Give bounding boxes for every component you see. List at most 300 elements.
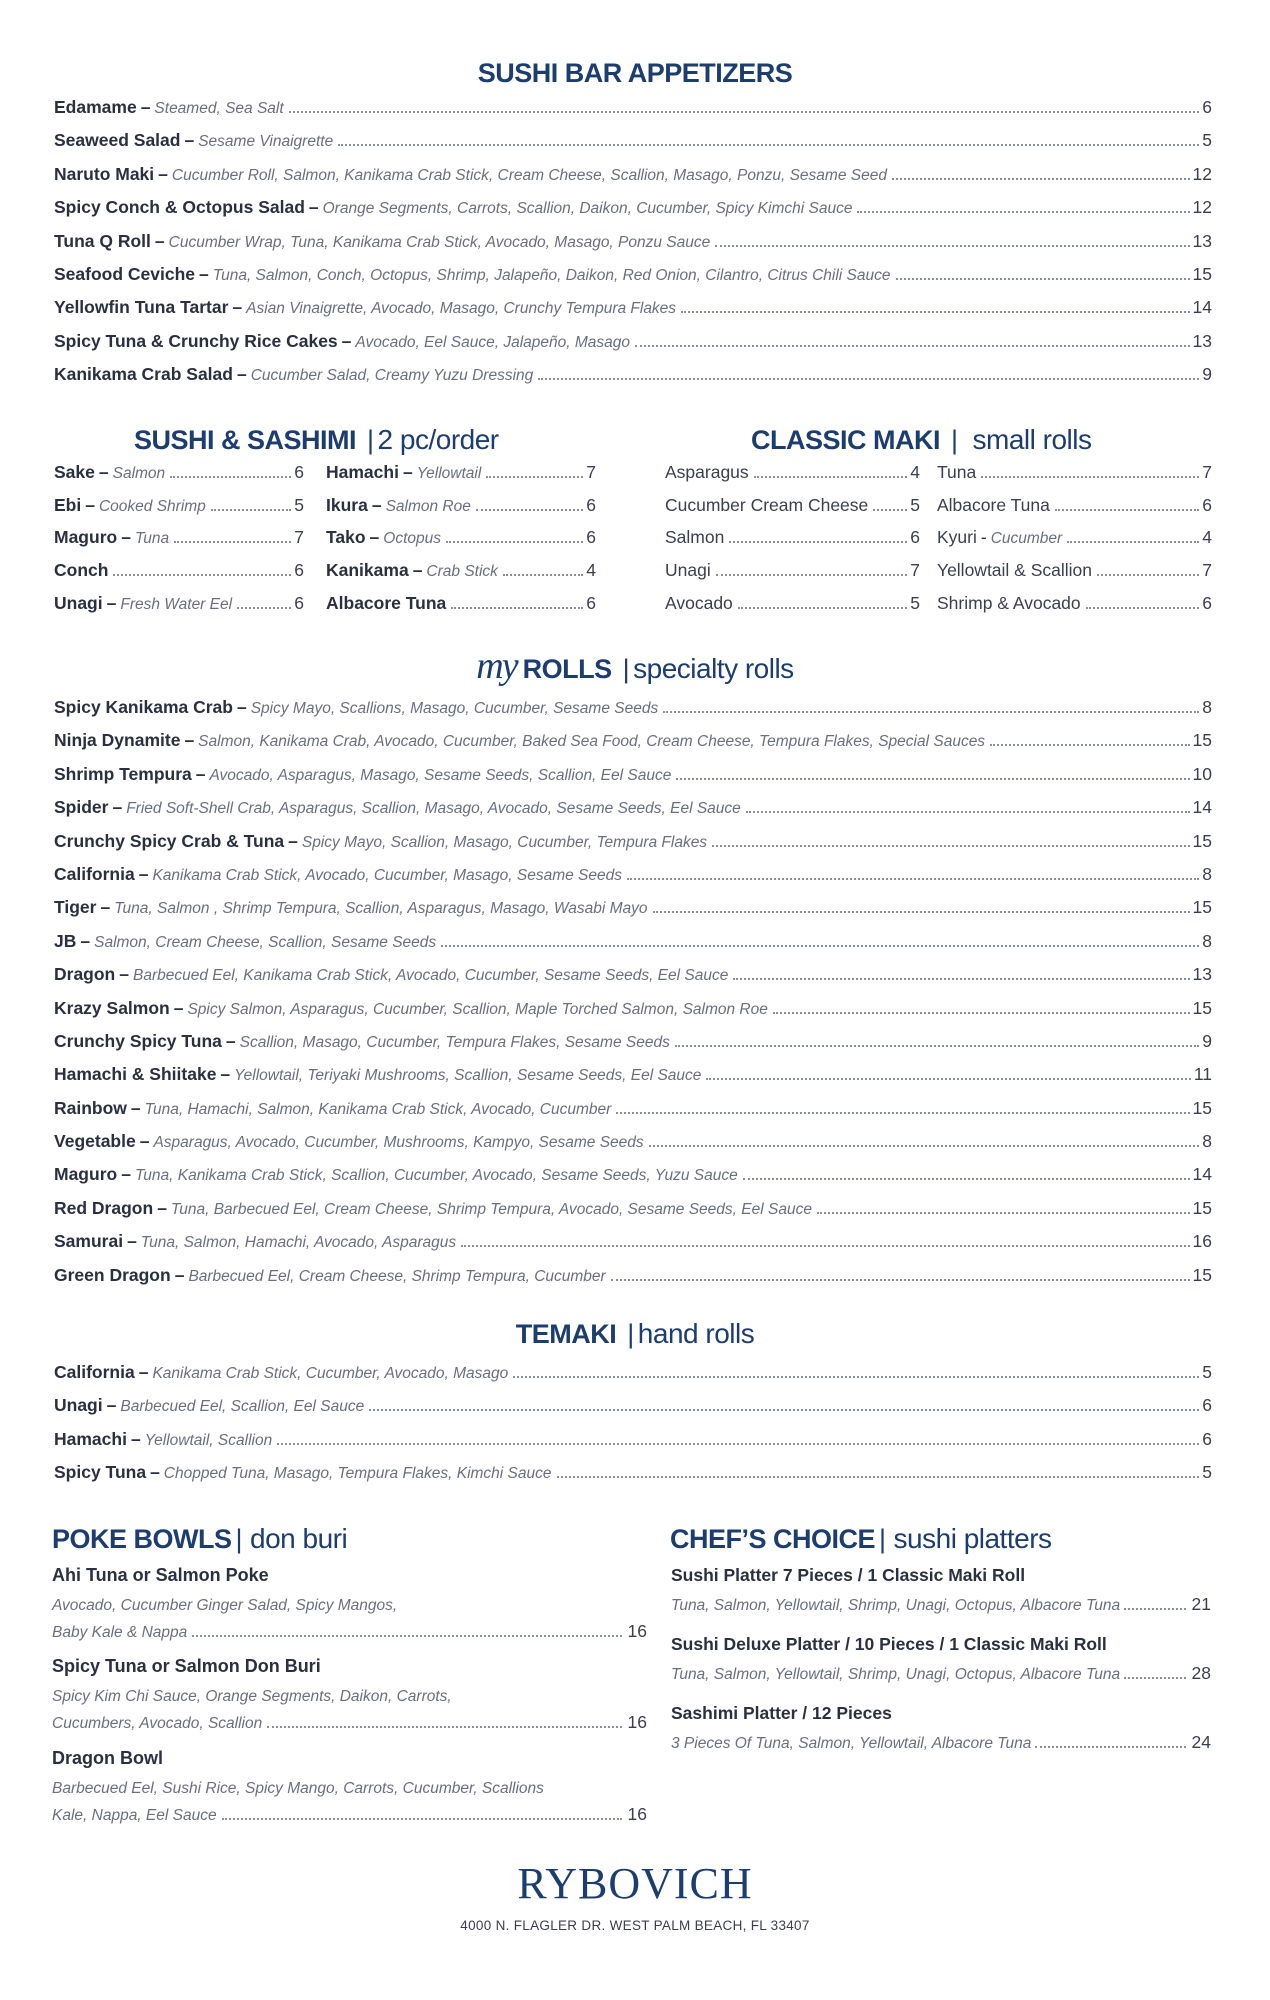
rolls-item <box>54 1198 1212 1231</box>
item-description: Cucumber <box>990 530 1063 548</box>
item-dash: – <box>121 527 131 548</box>
item-price: 11 <box>1193 1064 1212 1085</box>
item-dash: – <box>100 897 111 918</box>
item-dash: – <box>150 1462 160 1483</box>
item-description: Yellowtail, Teriyaki Mushrooms, Scallion, Sesame Seeds, Eel Sauce <box>234 1067 702 1085</box>
temaki-item <box>54 1362 1212 1395</box>
item-price: 6 <box>294 560 304 581</box>
temaki-list <box>54 1362 1212 1496</box>
item-dash: – <box>138 863 149 884</box>
dot-leader <box>338 144 1199 146</box>
sushi-left-column <box>54 462 304 625</box>
item-description: Spicy Mayo, Scallion, Masago, Cucumber, Tempura Flakes <box>301 833 708 851</box>
item-dash: – <box>184 130 195 151</box>
item-name: Hamachi <box>54 1428 127 1449</box>
item-description: Barbecued Eel, Kanikama Crab Stick, Avocado, Cucumber, Sesame Seeds, Eel Sauce <box>132 967 729 985</box>
item-name: Maguro <box>54 527 118 548</box>
dot-leader <box>441 945 1199 947</box>
maki-heading: CLASSIC MAKI | small rolls <box>751 424 1092 455</box>
sushi-item <box>54 560 304 593</box>
item-name: Spider <box>54 797 109 818</box>
item-price: 6 <box>294 592 304 613</box>
dot-leader <box>1067 541 1199 543</box>
appetizers-item <box>54 130 1212 163</box>
dot-leader <box>773 1012 1190 1014</box>
item-price: 13 <box>1192 330 1212 351</box>
item-price: 7 <box>1202 560 1212 581</box>
item-price: 8 <box>1202 697 1212 717</box>
item-description: Asian Vinaigrette, Avocado, Masago, Crunchy Tempura Flakes <box>246 300 677 318</box>
dot-leader <box>369 1409 1199 1411</box>
item-dash: – <box>225 1030 236 1051</box>
maki-subtitle: small rolls <box>972 424 1092 455</box>
item-description: Avocado, Eel Sauce, Jalapeño, Masago <box>355 333 631 351</box>
item-name: Unagi <box>54 592 103 613</box>
item-name: Unagi <box>665 560 711 581</box>
item-description: Salmon, Cream Cheese, Scallion, Sesame Seeds <box>94 933 437 951</box>
appetizers-item <box>54 297 1212 330</box>
dot-leader <box>681 311 1189 313</box>
rolls-item <box>54 964 1212 997</box>
appetizers-title: SUSHI BAR APPETIZERS <box>477 58 793 88</box>
dot-leader <box>675 1045 1199 1047</box>
item-description: Spicy Mayo, Scallions, Masago, Cucumber, Sesame Seeds <box>250 700 659 717</box>
item-name: Conch <box>54 560 109 581</box>
item-name: Albacore Tuna <box>326 592 447 613</box>
item-dash: – <box>119 964 129 985</box>
item-price: 16 <box>1192 1231 1212 1252</box>
item-name: Sake <box>54 462 95 482</box>
item-dash: – <box>98 462 109 482</box>
item-name: Spicy Tuna <box>54 1462 147 1483</box>
dot-leader <box>733 978 1189 980</box>
rolls-item <box>54 764 1212 797</box>
item-name: Ikura <box>326 494 368 515</box>
dot-leader <box>267 1726 621 1728</box>
item-dash: – <box>157 1197 167 1218</box>
item-name: Krazy Salmon <box>54 997 170 1018</box>
maki-left-column <box>665 462 920 625</box>
item-price: 7 <box>586 462 596 482</box>
dot-leader <box>1124 1677 1185 1679</box>
item-description: Octopus <box>383 530 442 548</box>
maki-item <box>665 462 920 495</box>
item-description: Orange Segments, Carrots, Scallion, Daikon, Cucumber, Spicy Kimchi Sauce <box>322 200 853 218</box>
item-name: Unagi <box>54 1395 103 1416</box>
rolls-item <box>54 797 1212 830</box>
item-dash: – <box>85 494 95 515</box>
temaki-item <box>54 1462 1212 1495</box>
poke-subtitle: don buri <box>250 1523 348 1554</box>
dot-leader <box>503 574 583 576</box>
item-description: Cucumber Wrap, Tuna, Kanikama Crab Stick, Avocado, Masago, Ponzu Sauce <box>168 233 711 251</box>
dot-leader <box>211 509 291 511</box>
item-description: Yellowtail <box>416 465 482 482</box>
item-price: 4 <box>910 462 920 482</box>
sushi-item <box>54 462 304 495</box>
item-name: Spicy Kanikama Crab <box>54 697 233 717</box>
item-price: 12 <box>1192 163 1212 184</box>
item-dash: – <box>308 197 319 218</box>
item-dash: – <box>140 97 151 117</box>
temaki-item <box>54 1429 1212 1462</box>
item-price: 7 <box>1202 462 1212 482</box>
item-name: JB <box>54 930 77 951</box>
dot-leader <box>222 1818 622 1820</box>
rolls-item <box>54 897 1212 930</box>
item-price: 9 <box>1202 364 1212 385</box>
item-dash: – <box>288 830 298 851</box>
item-price: 15 <box>1192 830 1212 851</box>
dot-leader <box>857 211 1189 213</box>
appetizers-item <box>54 264 1212 297</box>
appetizers-item <box>54 164 1212 197</box>
item-description: Chopped Tuna, Masago, Tempura Flakes, Kimchi Sauce <box>163 1465 552 1483</box>
item-description: Fried Soft-Shell Crab, Asparagus, Scallion, Masago, Avocado, Sesame Seeds, Eel Sauce <box>126 800 741 818</box>
rolls-item <box>54 1031 1212 1064</box>
sushi-item <box>326 462 596 495</box>
item-description: Tuna, Salmon , Shrimp Tempura, Scallion, Asparagus, Masago, Wasabi Mayo <box>114 900 648 918</box>
dot-leader <box>649 1145 1200 1147</box>
rolls-item <box>54 1164 1212 1197</box>
dot-leader <box>277 1443 1199 1445</box>
dot-leader <box>538 378 1199 380</box>
item-description: Cooked Shrimp <box>98 497 206 515</box>
item-name: Tiger <box>54 897 97 918</box>
sushi-item <box>326 495 596 528</box>
item-dash: – <box>371 494 382 515</box>
item-price: 24 <box>1191 1732 1211 1752</box>
item-dash: – <box>130 1428 141 1449</box>
dot-leader <box>289 111 1200 113</box>
item-description: Cucumber Roll, Salmon, Kanikama Crab Stick, Cream Cheese, Scallion, Masago, Ponzu, Sesame Seed <box>171 166 887 184</box>
item-dash: – <box>412 560 423 581</box>
appetizers-item <box>54 197 1212 230</box>
item-name: Green Dragon <box>54 1264 171 1285</box>
item-dash: – <box>232 297 243 318</box>
rolls-item <box>54 931 1212 964</box>
dot-leader <box>712 845 1189 847</box>
item-dash: – <box>139 1131 150 1152</box>
poke-item-description: Barbecued Eel, Sushi Rice, Spicy Mango, Carrots, Cucumber, Scallions <box>52 1780 544 1797</box>
rolls-list <box>54 697 1212 1298</box>
dot-leader <box>627 878 1199 880</box>
dot-leader <box>192 1635 621 1637</box>
dot-leader <box>990 744 1189 746</box>
item-price: 6 <box>910 527 920 548</box>
item-name: Albacore Tuna <box>937 494 1050 515</box>
item-price: 6 <box>1202 97 1212 117</box>
dot-leader <box>611 1279 1190 1281</box>
item-price: 9 <box>1202 1030 1212 1051</box>
item-price: 6 <box>1202 1395 1212 1416</box>
sushi-right-column <box>326 462 596 625</box>
poke-item-description-2: Cucumbers, Avocado, Scallion <box>52 1715 263 1732</box>
temaki-item <box>54 1395 1212 1428</box>
dot-leader <box>237 607 291 609</box>
maki-item <box>665 593 920 626</box>
item-price: 15 <box>1192 1264 1212 1285</box>
item-price: 15 <box>1192 897 1212 918</box>
chef-item-line <box>671 1732 1211 1753</box>
dot-leader <box>486 476 583 478</box>
item-dash: – <box>195 763 206 784</box>
poke-item-description: Spicy Kim Chi Sauce, Orange Segments, Daikon, Carrots, <box>52 1688 452 1705</box>
dot-leader <box>113 574 291 576</box>
dot-leader <box>663 711 1199 713</box>
chef-item-name: Sashimi Platter / 12 Pieces <box>671 1703 892 1723</box>
sushi-title: SUSHI & SASHIMI <box>134 425 357 455</box>
item-dash: - <box>980 527 987 548</box>
item-dash: – <box>112 797 123 818</box>
item-dash: – <box>236 364 247 385</box>
item-price: 6 <box>1202 494 1212 515</box>
item-price: 6 <box>586 592 596 613</box>
item-price: 15 <box>1192 1197 1212 1218</box>
item-dash: – <box>130 1097 141 1118</box>
item-name: Edamame <box>54 97 137 117</box>
item-name: Shrimp Tempura <box>54 763 192 784</box>
item-price: 15 <box>1192 997 1212 1018</box>
item-description: Fresh Water Eel <box>120 595 233 613</box>
rolls-item <box>54 1265 1212 1298</box>
item-dash: – <box>369 527 380 548</box>
item-name: Avocado <box>665 592 733 613</box>
item-price: 7 <box>910 560 920 581</box>
dot-leader <box>557 1476 1200 1478</box>
item-description: Yellowtail, Scallion <box>144 1431 273 1449</box>
poke-item-last-line <box>52 1710 647 1737</box>
dot-leader <box>817 1212 1190 1214</box>
temaki-heading: TEMAKI | hand rolls <box>515 1318 755 1349</box>
chef-item <box>671 1634 1211 1684</box>
item-price: 14 <box>1192 297 1212 318</box>
sushi-item <box>326 560 596 593</box>
item-price: 6 <box>586 527 596 548</box>
dot-leader <box>981 476 1199 478</box>
dot-leader <box>746 811 1190 813</box>
poke-item <box>52 1656 647 1737</box>
poke-heading: POKE BOWLS | don buri <box>52 1523 348 1554</box>
item-name: Hamachi <box>326 462 399 482</box>
dot-leader <box>1055 509 1199 511</box>
temaki-subtitle: hand rolls <box>637 1318 755 1349</box>
item-price: 15 <box>1192 1097 1212 1118</box>
item-description: Spicy Salmon, Asparagus, Cucumber, Scallion, Maple Torched Salmon, Salmon Roe <box>187 1000 768 1018</box>
address: 4000 N. FLAGLER DR. WEST PALM BEACH, FL 33407 <box>460 1918 810 1933</box>
item-description: Cucumber Salad, Creamy Yuzu Dressing <box>250 367 534 385</box>
item-name: Yellowtail & Scallion <box>937 560 1092 581</box>
maki-item <box>937 527 1212 560</box>
poke-item-description-2: Kale, Nappa, Eel Sauce <box>52 1807 217 1824</box>
chef-item-description: Tuna, Salmon, Yellowtail, Shrimp, Unagi, Octopus, Albacore Tuna <box>671 1666 1121 1683</box>
dot-leader <box>1124 1608 1185 1610</box>
item-name: Ebi <box>54 494 82 515</box>
rolls-item <box>54 697 1212 730</box>
dot-leader <box>1035 1746 1185 1748</box>
item-description: Salmon <box>112 465 166 482</box>
rolls-item <box>54 1064 1212 1097</box>
item-name: Rainbow <box>54 1097 127 1118</box>
item-dash: – <box>220 1064 231 1085</box>
rolls-item <box>54 998 1212 1031</box>
item-price: 16 <box>627 1804 647 1824</box>
item-price: 5 <box>294 494 304 515</box>
sushi-subtitle: 2 pc/order <box>377 424 499 455</box>
item-price: 15 <box>1192 730 1212 751</box>
chef-item-description: Tuna, Salmon, Yellowtail, Shrimp, Unagi, Octopus, Albacore Tuna <box>671 1597 1121 1614</box>
dot-leader <box>170 476 291 478</box>
item-price: 5 <box>1202 1462 1212 1483</box>
item-name: Tako <box>326 527 366 548</box>
appetizers-item <box>54 364 1212 397</box>
poke-item <box>52 1565 647 1646</box>
item-description: Tuna, Hamachi, Salmon, Kanikama Crab Stick, Avocado, Cucumber <box>144 1100 612 1118</box>
item-name: California <box>54 863 135 884</box>
item-price: 5 <box>1202 130 1212 151</box>
dot-leader <box>716 574 908 576</box>
rolls-item <box>54 864 1212 897</box>
dot-leader <box>896 278 1190 280</box>
rolls-item <box>54 1131 1212 1164</box>
item-description: Steamed, Sea Salt <box>154 100 284 117</box>
dot-leader <box>616 1112 1189 1114</box>
item-price: 13 <box>1192 964 1212 985</box>
item-description: Tuna, Kanikama Crab Stick, Scallion, Cucumber, Avocado, Sesame Seeds, Yuzu Sauce <box>134 1167 738 1185</box>
maki-item <box>937 495 1212 528</box>
item-name: Tuna <box>937 462 977 482</box>
item-description: Salmon Roe <box>385 497 471 515</box>
item-name: Red Dragon <box>54 1197 154 1218</box>
item-dash: – <box>154 230 165 251</box>
item-description: Scallion, Masago, Cucumber, Tempura Flakes, Sesame Seeds <box>239 1033 670 1051</box>
item-price: 10 <box>1192 763 1212 784</box>
chef-heading: CHEF’S CHOICE | sushi platters <box>670 1523 1052 1554</box>
chef-item <box>671 1703 1211 1753</box>
poke-item-name: Spicy Tuna or Salmon Don Buri <box>52 1656 321 1676</box>
poke-item-description: Avocado, Cucumber Ginger Salad, Spicy Mangos, <box>52 1597 398 1614</box>
dot-leader <box>1086 607 1200 609</box>
item-description: Salmon, Kanikama Crab, Avocado, Cucumber, Baked Sea Food, Cream Cheese, Tempura Flakes, Special Sauces <box>198 733 986 751</box>
item-name: Crunchy Spicy Tuna <box>54 1030 222 1051</box>
item-name: Spicy Conch & Octopus Salad <box>54 197 305 218</box>
dot-leader <box>754 476 908 478</box>
poke-item-description-2: Baby Kale & Nappa <box>52 1624 188 1641</box>
item-price: 4 <box>586 560 596 581</box>
item-name: Salmon <box>665 527 725 548</box>
sushi-item <box>326 527 596 560</box>
rolls-heading: my ROLLS | specialty rolls <box>476 645 794 687</box>
poke-item-name: Ahi Tuna or Salmon Poke <box>52 1565 269 1585</box>
chef-subtitle: sushi platters <box>893 1523 1052 1554</box>
item-description: Tuna, Salmon, Hamachi, Avocado, Asparagus <box>140 1234 457 1252</box>
dot-leader <box>174 541 291 543</box>
dot-leader <box>738 607 907 609</box>
item-dash: – <box>106 1395 117 1416</box>
maki-right-column <box>937 462 1212 625</box>
item-name: Maguro <box>54 1164 118 1185</box>
item-price: 6 <box>586 494 596 515</box>
item-name: Yellowfin Tuna Tartar <box>54 297 229 318</box>
item-dash: – <box>106 592 117 613</box>
maki-item <box>937 462 1212 495</box>
chef-item-name: Sushi Deluxe Platter / 10 Pieces / 1 Classic Maki Roll <box>671 1634 1107 1654</box>
rolls-item <box>54 1098 1212 1131</box>
item-name: Kanikama <box>326 560 409 581</box>
poke-item-last-line <box>52 1619 647 1646</box>
dot-leader <box>476 509 583 511</box>
item-dash: – <box>121 1164 131 1185</box>
rolls-item <box>54 1231 1212 1264</box>
chef-item <box>671 1565 1211 1615</box>
dot-leader <box>743 1178 1190 1180</box>
chef-item-description: 3 Pieces Of Tuna, Salmon, Yellowtail, Albacore Tuna <box>671 1735 1032 1752</box>
maki-item <box>665 560 920 593</box>
item-description: Tuna <box>134 530 170 548</box>
rolls-item <box>54 730 1212 763</box>
item-name: Samurai <box>54 1231 124 1252</box>
item-price: 5 <box>910 494 920 515</box>
item-name: Dragon <box>54 964 116 985</box>
item-dash: – <box>173 997 184 1018</box>
item-description: Avocado, Asparagus, Masago, Sesame Seeds, Scallion, Eel Sauce <box>209 766 672 784</box>
dot-leader <box>729 541 907 543</box>
item-price: 16 <box>627 1621 647 1641</box>
appetizers-item <box>54 97 1212 130</box>
item-dash: – <box>402 462 413 482</box>
rolls-title: ROLLS <box>522 654 612 684</box>
poke-item-last-line <box>52 1802 647 1829</box>
item-name: Kyuri <box>937 527 977 548</box>
item-price: 16 <box>627 1712 647 1732</box>
maki-item <box>937 560 1212 593</box>
appetizers-item <box>54 331 1212 364</box>
item-name: Shrimp & Avocado <box>937 592 1081 613</box>
item-name: Crunchy Spicy Crab & Tuna <box>54 830 285 851</box>
item-price: 4 <box>1202 527 1212 548</box>
item-dash: – <box>158 163 168 184</box>
item-description: Barbecued Eel, Scallion, Eel Sauce <box>120 1398 365 1416</box>
dot-leader <box>513 1376 1199 1378</box>
item-name: Cucumber Cream Cheese <box>665 494 869 515</box>
dot-leader <box>451 607 583 609</box>
item-name: Vegetable <box>54 1131 136 1152</box>
poke-item <box>52 1748 647 1829</box>
item-description: Crab Stick <box>426 563 498 581</box>
my-logo: my <box>476 645 517 687</box>
item-dash: – <box>138 1362 149 1382</box>
item-name: California <box>54 1362 135 1382</box>
brand-logo: RYBOVICH <box>517 1859 753 1908</box>
item-price: 5 <box>910 592 920 613</box>
appetizers-list <box>54 97 1212 398</box>
item-description: Kanikama Crab Stick, Cucumber, Avocado, Masago <box>152 1365 509 1382</box>
item-dash: – <box>80 930 91 951</box>
item-description: Sesame Vinaigrette <box>198 133 334 151</box>
item-name: Tuna Q Roll <box>54 230 151 251</box>
sushi-item <box>54 527 304 560</box>
item-price: 6 <box>1202 1428 1212 1449</box>
item-price: 14 <box>1192 797 1212 818</box>
item-price: 13 <box>1192 230 1212 251</box>
item-price: 5 <box>1202 1362 1212 1382</box>
item-name: Ninja Dynamite <box>54 730 181 751</box>
item-description: Barbecued Eel, Cream Cheese, Shrimp Tempura, Cucumber <box>188 1267 606 1285</box>
sushi-item <box>326 593 596 626</box>
item-name: Seaweed Salad <box>54 130 181 151</box>
sushi-heading: SUSHI & SASHIMI | 2 pc/order <box>134 424 499 455</box>
item-price: 6 <box>1202 592 1212 613</box>
